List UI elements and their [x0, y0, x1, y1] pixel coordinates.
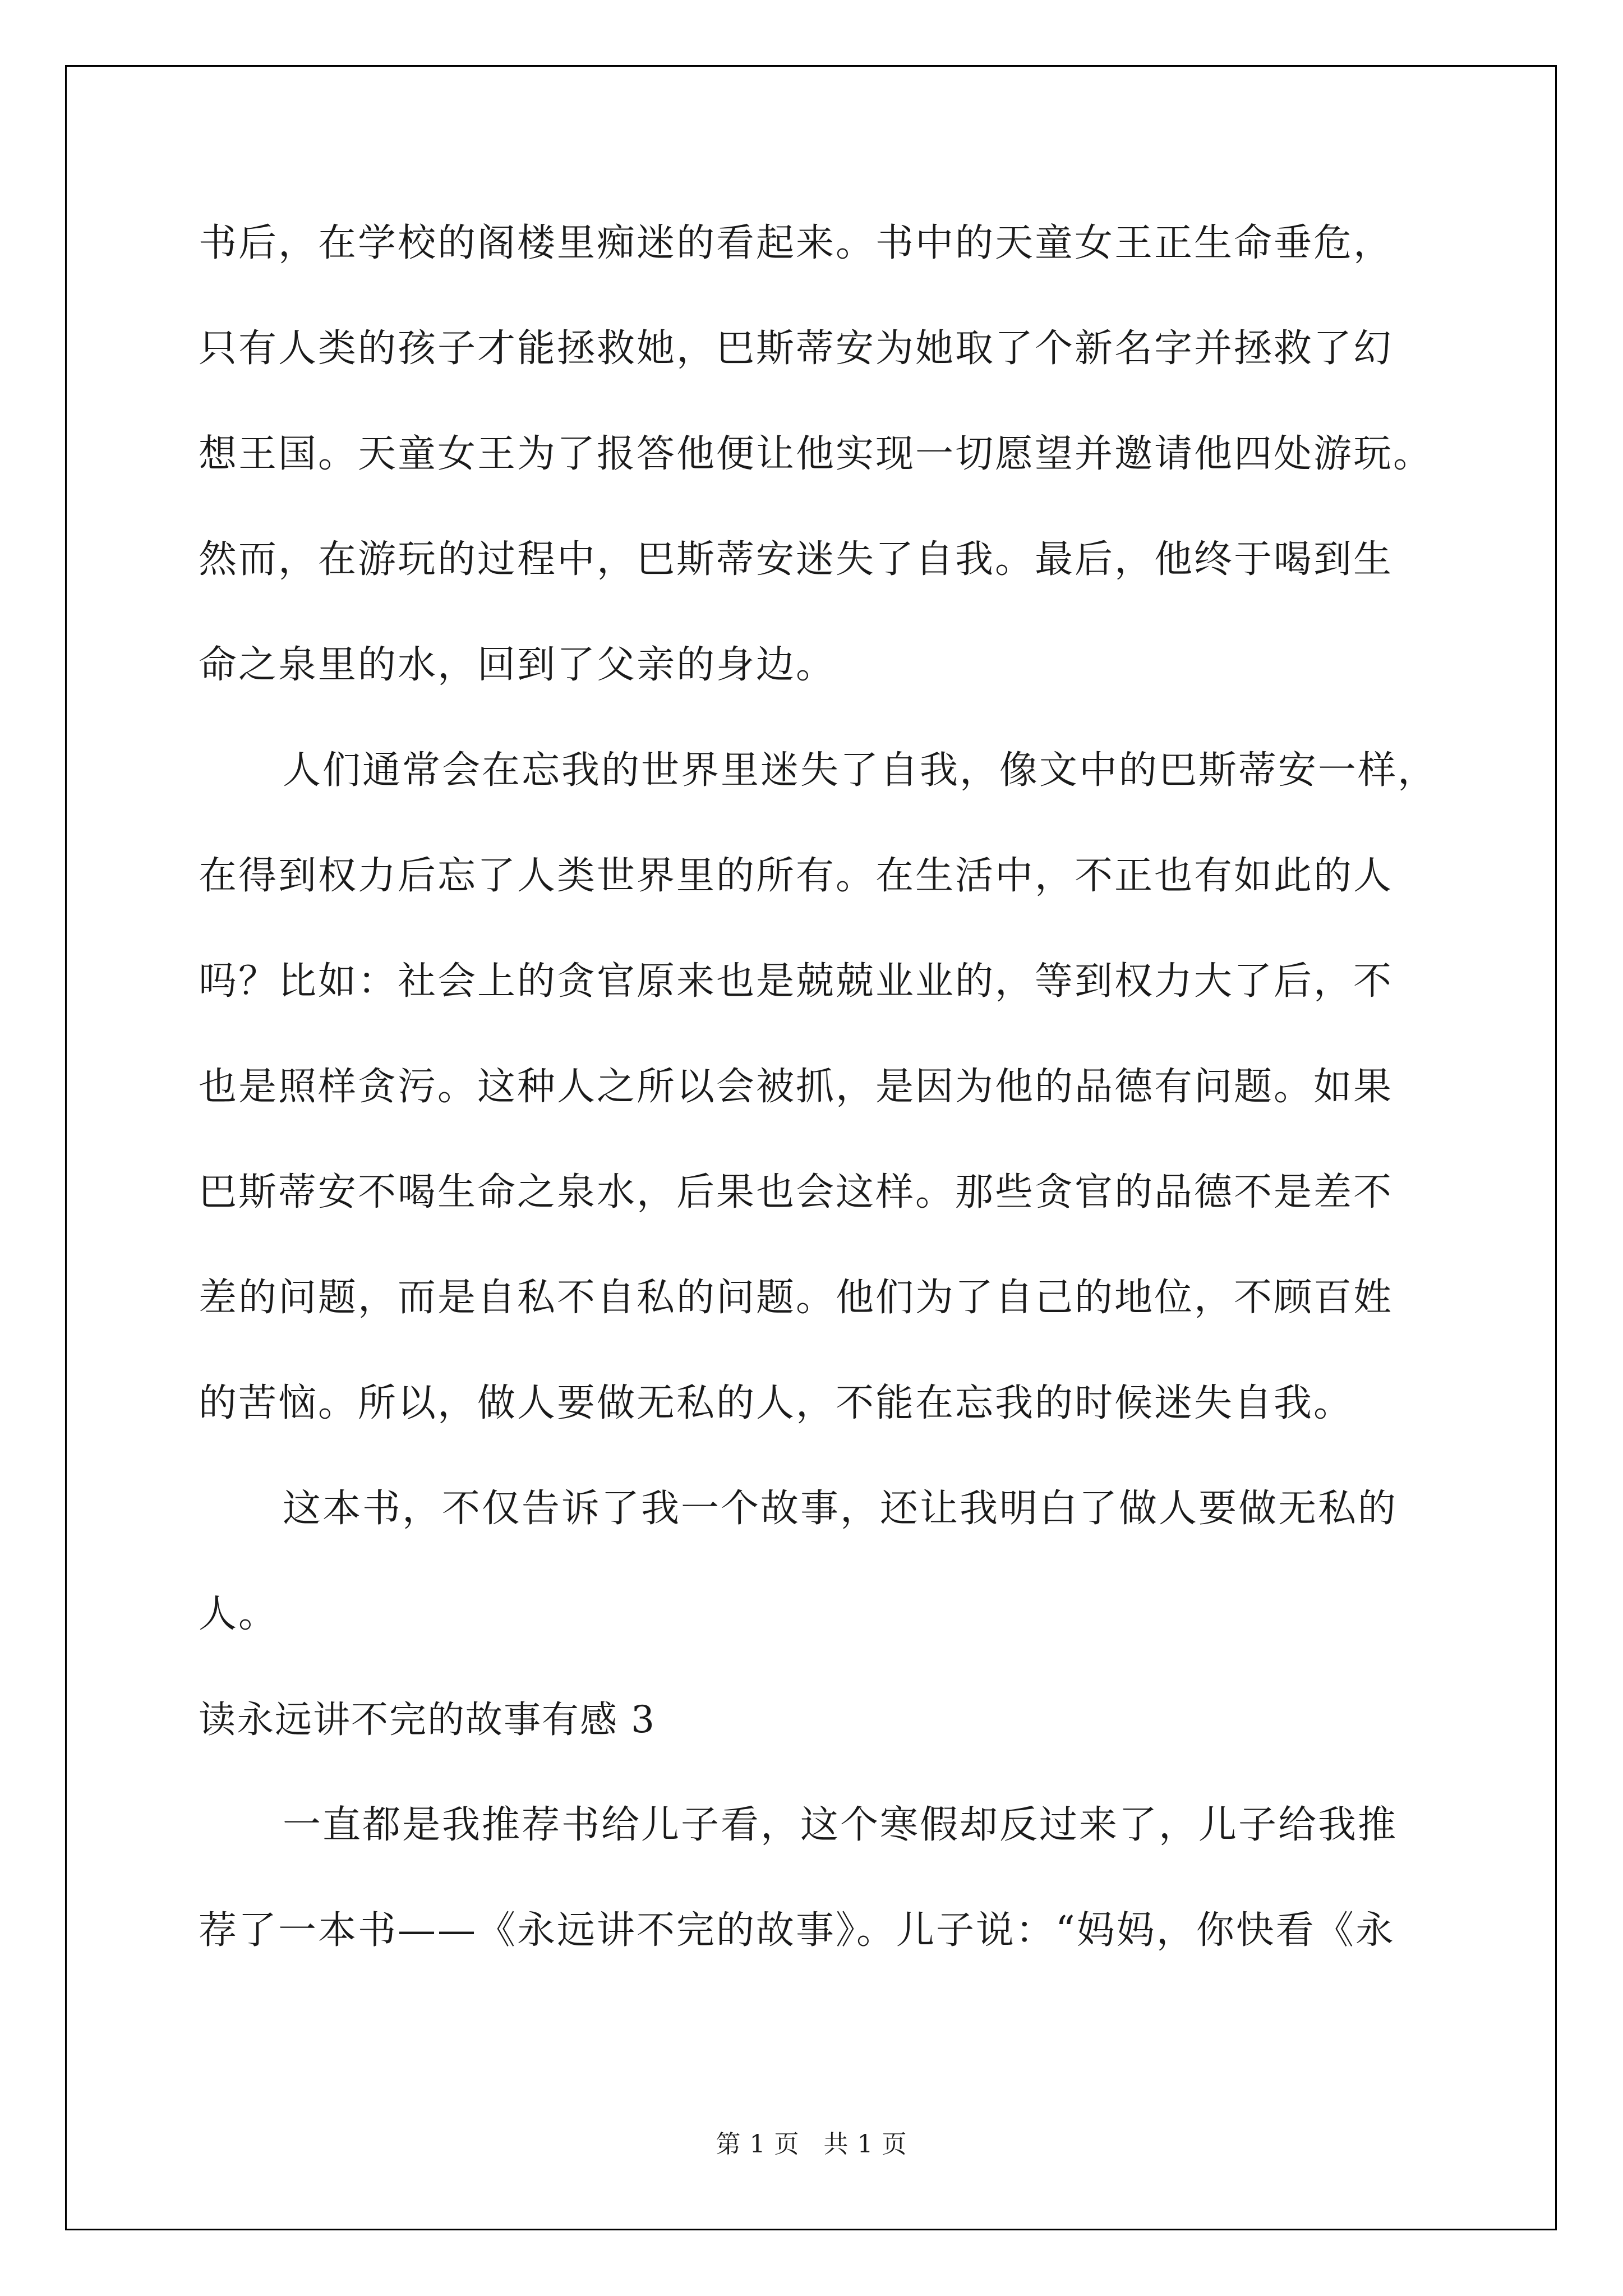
text-line: 书后，在学校的阁楼里痴迷的看起来。书中的天童女王正生命垂危，	[199, 221, 1394, 265]
text-line: 也是照样贪污。这种人之所以会被抓，是因为他的品德有问题。如果	[199, 1065, 1394, 1109]
text-line: 然而，在游玩的过程中，巴斯蒂安迷失了自我。最后，他终于喝到生	[199, 537, 1394, 582]
page-number: 第 1 页	[716, 2130, 800, 2159]
paragraph-start-line: 人们通常会在忘我的世界里迷失了自我，像文中的巴斯蒂安一样，	[283, 748, 1438, 793]
section-heading: 读永远讲不完的故事有感 3	[199, 1698, 656, 1741]
page-footer	[0, 2128, 1623, 2161]
text-line: 只有人类的孩子才能拯救她，巴斯蒂安为她取了个新名字并拯救了幻	[199, 326, 1394, 371]
text-line: 想王国。天童女王为了报答他便让他实现一切愿望并邀请他四处游玩。	[199, 432, 1433, 476]
document-body	[199, 215, 1438, 2008]
paragraph-start-line: 这本书，不仅告诉了我一个故事，还让我明白了做人要做无私的	[283, 1487, 1398, 1531]
text-line: 荐了一本书——《永远讲不完的故事》。儿子说：“妈妈，你快看《永	[199, 1908, 1395, 1953]
paragraph-start-line: 一直都是我推荐书给儿子看，这个寒假却反过来了，儿子给我推	[283, 1803, 1398, 1847]
text-line: 人。	[199, 1592, 279, 1636]
text-line: 命之泉里的水，回到了父亲的身边。	[199, 643, 836, 687]
page-total: 共 1 页	[823, 2130, 907, 2159]
text-line: 巴斯蒂安不喝生命之泉水，后果也会这样。那些贪官的品德不是差不	[199, 1170, 1394, 1214]
text-line: 在得到权力后忘了人类世界里的所有。在生活中，不正也有如此的人	[199, 854, 1394, 898]
text-line: 差的问题，而是自私不自私的问题。他们为了自己的地位，不顾百姓	[199, 1276, 1394, 1320]
text-line: 的苦恼。所以，做人要做无私的人，不能在忘我的时候迷失自我。	[199, 1381, 1354, 1425]
text-line: 吗？比如：社会上的贪官原来也是兢兢业业的，等到权力大了后，不	[199, 959, 1394, 1004]
